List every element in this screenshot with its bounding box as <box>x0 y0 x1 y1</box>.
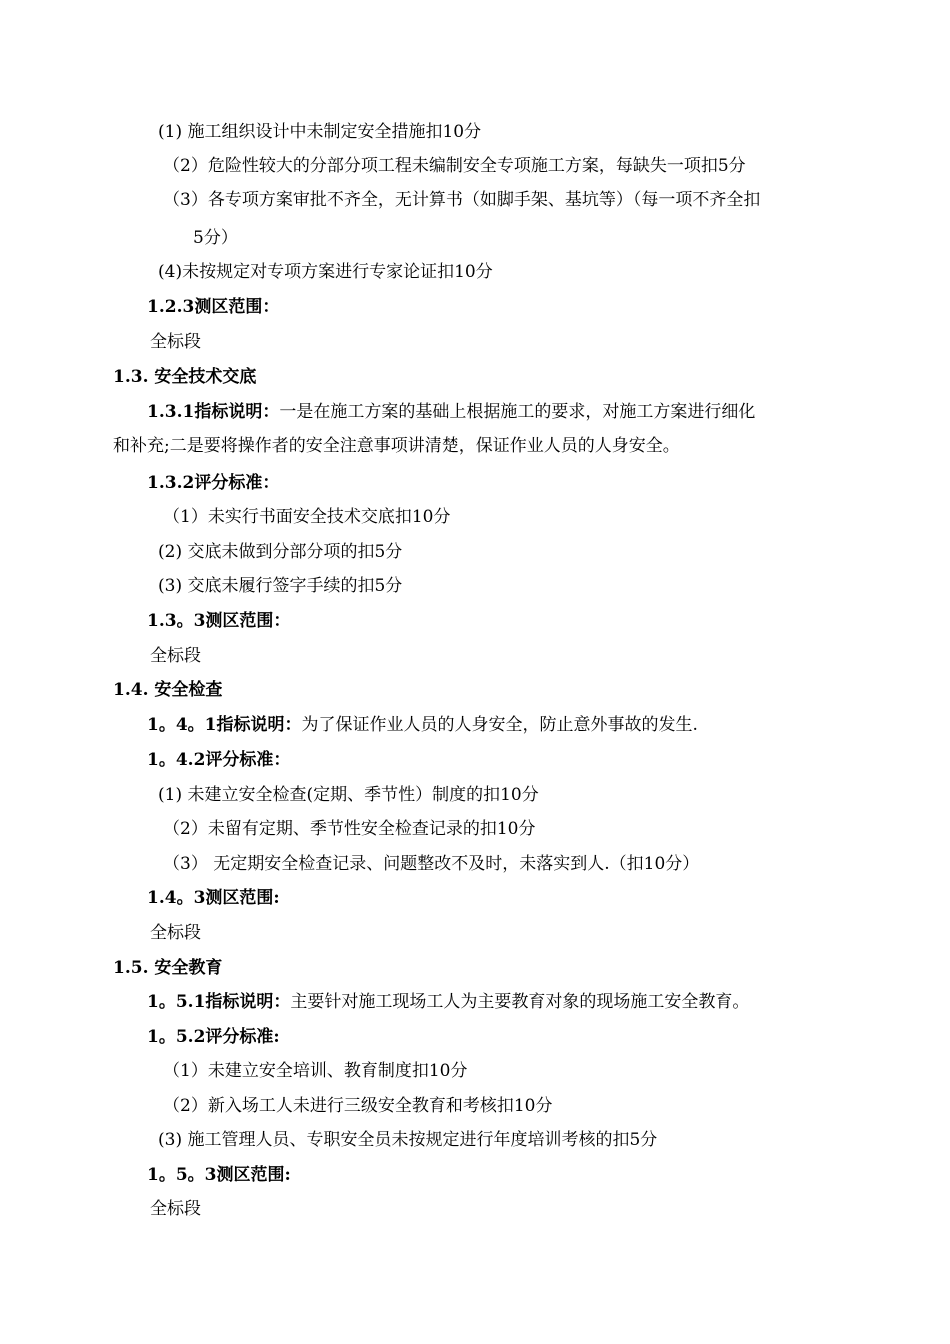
paragraph-text: 一是在施工方案的基础上根据施工的要求，对施工方案进行细化 <box>279 402 756 422</box>
list-item: (1) 未建立安全检查(定期、季节性）制度的扣10分 <box>158 785 539 805</box>
list-item: (2) 交底未做到分部分项的扣5分 <box>158 542 403 562</box>
subsection-heading: 1.3。3测区范围： <box>147 611 291 631</box>
list-item: (1) 施工组织设计中未制定安全措施扣10分 <box>158 122 482 142</box>
subsection-heading: 1.4。3测区范围: <box>147 888 280 908</box>
list-item: （1）未实行书面安全技术交底扣10分 <box>163 507 451 527</box>
section-heading: 1.4. 安全检查 <box>113 680 223 700</box>
section-heading: 1.5. 安全教育 <box>113 958 223 978</box>
list-item: (3) 施工管理人员、专职安全员未按规定进行年度培训考核的扣5分 <box>158 1130 658 1150</box>
paragraph-line <box>147 991 749 1013</box>
paragraph-line: 和补充;二是要将操作者的安全注意事项讲清楚，保证作业人员的人身安全。 <box>113 436 680 456</box>
scope-text: 全标段 <box>150 923 201 943</box>
list-item: （2）未留有定期、季节性安全检查记录的扣10分 <box>163 819 536 839</box>
list-item-continuation: 5分） <box>193 228 238 248</box>
subsection-heading: 1。5。3测区范围: <box>147 1165 291 1185</box>
list-item: (4)未按规定对专项方案进行专家论证扣10分 <box>158 262 493 282</box>
list-item: (3) 交底未履行签字手续的扣5分 <box>158 576 403 596</box>
scope-text: 全标段 <box>150 332 201 352</box>
scope-text: 全标段 <box>150 1199 201 1219</box>
list-item: （3）各专项方案审批不齐全，无计算书（如脚手架、基坑等）（每一项不齐全扣 <box>163 190 761 210</box>
section-heading: 1.3. 安全技术交底 <box>113 367 257 387</box>
subsection-heading: 1。5.2评分标准: <box>147 1027 280 1047</box>
scope-text: 全标段 <box>150 646 201 666</box>
list-item: （2）危险性较大的分部分项工程未编制安全专项施工方案，每缺失一项扣5分 <box>163 156 746 176</box>
list-item: （1）未建立安全培训、教育制度扣10分 <box>163 1061 468 1081</box>
paragraph-line <box>147 714 698 736</box>
paragraph-label: 1。4。1指标说明： <box>147 715 302 735</box>
list-item: （2）新入场工人未进行三级安全教育和考核扣10分 <box>163 1096 553 1116</box>
subsection-heading: 1。4.2评分标准： <box>147 750 291 770</box>
paragraph-text: 主要针对施工现场工人为主要教育对象的现场施工安全教育。 <box>290 992 750 1012</box>
paragraph-label: 1.3.1指标说明： <box>147 402 280 422</box>
subsection-heading: 1.3.2评分标准： <box>147 473 280 493</box>
subsection-heading: 1.2.3测区范围： <box>147 297 280 317</box>
list-item: （3） 无定期安全检查记录、问题整改不及时，未落实到人.（扣10分） <box>163 854 700 874</box>
paragraph-label: 1。5.1指标说明： <box>147 992 291 1012</box>
paragraph-text: 为了保证作业人员的人身安全，防止意外事故的发生. <box>301 715 698 735</box>
paragraph-line <box>147 401 755 423</box>
